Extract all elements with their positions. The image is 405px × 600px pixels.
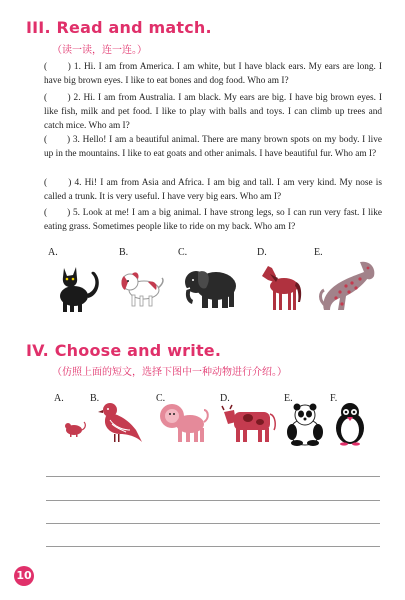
answer-blank-1[interactable]: ( ) <box>44 62 71 72</box>
question-2-text: 2. Hi. I am from Australia. I am black. My ears are big. I have big brown eyes. I like fish, milk and pet food. I like to play with balls and toys. I can climb up trees and catch mice. Who am I? <box>44 93 382 132</box>
option-iv-f-letter: F. <box>330 393 338 404</box>
question-2 <box>44 91 382 134</box>
cow-icon[interactable] <box>220 404 280 444</box>
section-4-title: IV. Choose and write. <box>26 341 222 360</box>
question-5 <box>44 206 382 234</box>
question-5-text: 5. Look at me! I am a big animal. I have strong legs, so I can run very fast. I like eating grass. Sometimes people like to ride on my back. Who am I? <box>44 208 382 233</box>
answer-blank-2[interactable]: ( ) <box>44 93 71 103</box>
question-4 <box>44 176 382 204</box>
option-a-letter: A. <box>48 247 58 258</box>
bird-icon[interactable] <box>96 400 144 446</box>
writing-line-3[interactable] <box>46 523 380 524</box>
elephant-icon[interactable] <box>176 262 242 312</box>
panda-icon[interactable] <box>286 402 324 446</box>
lion-icon[interactable] <box>158 400 210 446</box>
cat-icon[interactable] <box>50 258 106 314</box>
option-iv-c-letter: C. <box>156 393 166 404</box>
option-iv-b-letter: B. <box>90 393 100 404</box>
option-c-letter: C. <box>178 247 188 258</box>
option-iv-e-letter: E. <box>284 393 293 404</box>
question-3 <box>44 133 382 161</box>
option-e-letter: E. <box>314 247 323 258</box>
answer-blank-5[interactable]: ( ) <box>44 208 71 218</box>
answer-blank-4[interactable]: ( ) <box>44 178 72 188</box>
answer-blank-3[interactable]: ( ) <box>44 135 71 145</box>
section-3-title: III. Read and match. <box>26 18 212 37</box>
question-1 <box>44 60 382 88</box>
leopard-icon[interactable] <box>316 256 380 316</box>
section-4-subtitle: （仿照上面的短文，选择下图中一种动物进行介绍。） <box>52 367 287 378</box>
writing-line-4[interactable] <box>46 546 380 547</box>
question-4-text: 4. Hi! I am from Asia and Africa. I am big and tall. I am very kind. My nose is called a trunk. It is very useful. I have very big ears. Who am I? <box>44 178 382 203</box>
penguin-icon[interactable] <box>332 402 368 446</box>
question-3-text: 3. Hello! I am a beautiful animal. There are many brown spots on my body. I live up in the mountains. I like to eat goats and other animals. I have beautiful fur. Who am I? <box>44 135 382 160</box>
option-b-letter: B. <box>119 247 129 258</box>
option-iv-d-letter: D. <box>220 393 230 404</box>
writing-line-2[interactable] <box>46 500 380 501</box>
mouse-icon[interactable] <box>62 418 88 438</box>
option-iv-a-letter: A. <box>54 393 64 404</box>
question-1-text: 1. Hi. I am from America. I am white, but I have black ears. My ears are long. I have big brown eyes. I like to eat bones and dog food. Who am I? <box>44 62 382 87</box>
section-3-subtitle: （读一读，连一连。） <box>52 45 147 56</box>
writing-line-1[interactable] <box>46 476 380 477</box>
page-number: 10 <box>14 566 34 586</box>
horse-icon[interactable] <box>258 262 304 314</box>
option-d-letter: D. <box>257 247 267 258</box>
dog-icon[interactable] <box>118 264 166 310</box>
